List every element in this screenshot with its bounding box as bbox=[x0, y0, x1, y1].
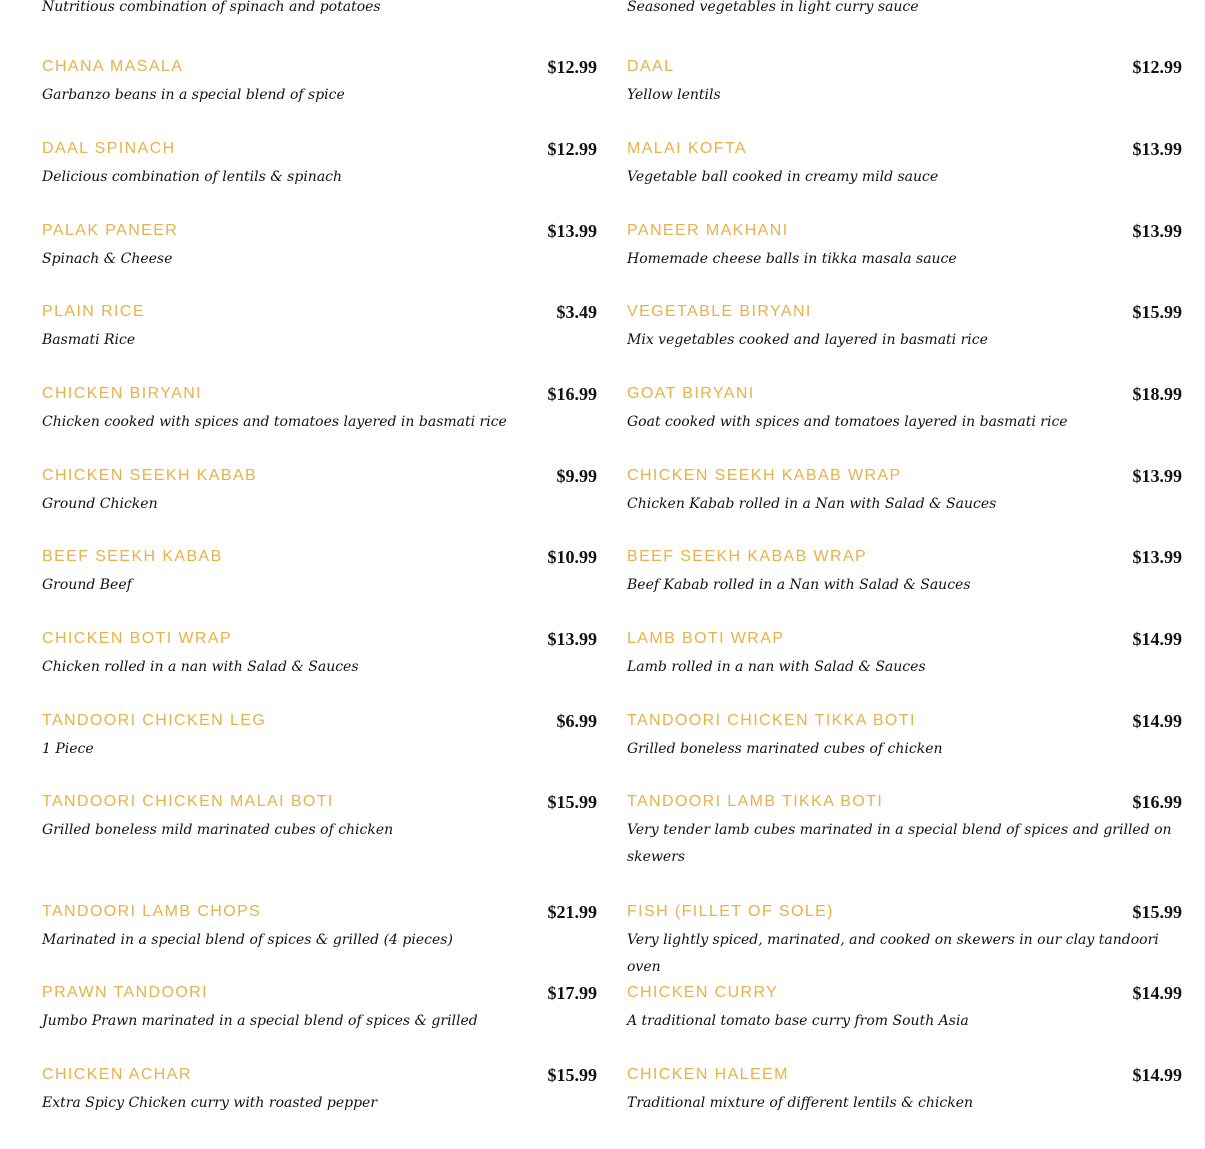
item-price: $16.99 bbox=[1132, 792, 1182, 812]
item-price: $15.99 bbox=[1132, 302, 1182, 322]
item-description: Spinach & Cheese bbox=[42, 251, 173, 267]
item-description: Yellow lentils bbox=[627, 87, 721, 103]
item-name: BEEF SEEKH KABAB bbox=[42, 548, 223, 565]
item-name: VEGETABLE BIRYANI bbox=[627, 303, 812, 320]
item-price: $13.99 bbox=[1132, 547, 1182, 567]
item-description: Lamb rolled in a nan with Salad & Sauces bbox=[627, 659, 926, 675]
item-price: $13.99 bbox=[1132, 221, 1182, 241]
item-description: Chicken Kabab rolled in a Nan with Salad & Sauces bbox=[627, 496, 997, 512]
item-price: $16.99 bbox=[547, 384, 597, 404]
item-price: $12.99 bbox=[1132, 57, 1182, 77]
item-name: TANDOORI CHICKEN LEG bbox=[42, 712, 267, 729]
item-name: CHICKEN BIRYANI bbox=[42, 385, 202, 402]
item-price: $13.99 bbox=[1132, 139, 1182, 159]
item-name: PLAIN RICE bbox=[42, 303, 145, 320]
item-price: $14.99 bbox=[1132, 983, 1182, 1003]
item-name: PALAK PANEER bbox=[42, 222, 179, 239]
item-description: Grilled boneless marinated cubes of chicken bbox=[627, 741, 943, 757]
item-price: $15.99 bbox=[547, 1065, 597, 1085]
item-description: 1 Piece bbox=[42, 741, 94, 757]
item-name: CHICKEN CURRY bbox=[627, 984, 779, 1001]
item-description: Chicken rolled in a nan with Salad & Sauces bbox=[42, 659, 359, 675]
item-name: PANEER MAKHANI bbox=[627, 222, 789, 239]
item-description: Traditional mixture of different lentils & chicken bbox=[627, 1095, 974, 1111]
item-price: $17.99 bbox=[547, 983, 597, 1003]
item-name: TANDOORI CHICKEN TIKKA BOTI bbox=[627, 712, 916, 729]
item-description: Basmati Rice bbox=[42, 332, 136, 348]
item-description: Delicious combination of lentils & spinach bbox=[42, 169, 343, 185]
item-name: TANDOORI CHICKEN MALAI BOTI bbox=[42, 793, 334, 810]
item-description: Jumbo Prawn marinated in a special blend of spices & grilled bbox=[42, 1013, 478, 1029]
item-description: Mix vegetables cooked and layered in basmati rice bbox=[627, 332, 988, 348]
item-price: $13.99 bbox=[547, 629, 597, 649]
item-description: Chicken cooked with spices and tomatoes layered in basmati rice bbox=[42, 414, 507, 430]
item-description: Goat cooked with spices and tomatoes layered in basmati rice bbox=[627, 414, 1068, 430]
item-price: $15.99 bbox=[1132, 902, 1182, 922]
item-name: FISH (FILLET OF SOLE) bbox=[627, 903, 834, 920]
item-description: Ground Beef bbox=[42, 577, 132, 593]
item-description: Beef Kabab rolled in a Nan with Salad & Sauces bbox=[627, 577, 971, 593]
item-description: A traditional tomato base curry from South Asia bbox=[627, 1013, 969, 1029]
item-name: CHICKEN ACHAR bbox=[42, 1066, 192, 1083]
item-price: $18.99 bbox=[1132, 384, 1182, 404]
item-name: CHICKEN SEEKH KABAB WRAP bbox=[627, 467, 902, 484]
item-price: $12.99 bbox=[547, 57, 597, 77]
item-description: Very tender lamb cubes marinated in a special blend of spices and grilled on skewers bbox=[627, 822, 1172, 865]
item-description: Nutritious combination of spinach and potatoes bbox=[42, 0, 381, 15]
item-price: $14.99 bbox=[1132, 1065, 1182, 1085]
item-description: Seasoned vegetables in light curry sauce bbox=[627, 0, 919, 15]
item-price: $9.99 bbox=[556, 466, 597, 486]
item-name: DAAL SPINACH bbox=[42, 140, 176, 157]
item-name: TANDOORI LAMB TIKKA BOTI bbox=[627, 793, 884, 810]
item-price: $13.99 bbox=[1132, 466, 1182, 486]
item-name: DAAL bbox=[627, 58, 675, 75]
item-name: LAMB BOTI WRAP bbox=[627, 630, 785, 647]
item-name: PRAWN TANDOORI bbox=[42, 984, 208, 1001]
item-name: BEEF SEEKH KABAB WRAP bbox=[627, 548, 868, 565]
item-description: Marinated in a special blend of spices & grilled (4 pieces) bbox=[42, 932, 453, 948]
item-description: Extra Spicy Chicken curry with roasted pepper bbox=[42, 1095, 378, 1111]
item-price: $14.99 bbox=[1132, 629, 1182, 649]
item-price: $21.99 bbox=[547, 902, 597, 922]
item-name: TANDOORI LAMB CHOPS bbox=[42, 903, 262, 920]
item-price: $15.99 bbox=[547, 792, 597, 812]
item-description: Grilled boneless mild marinated cubes of chicken bbox=[42, 822, 394, 838]
item-description: Vegetable ball cooked in creamy mild sauce bbox=[627, 169, 939, 185]
item-name: GOAT BIRYANI bbox=[627, 385, 755, 402]
item-description: Homemade cheese balls in tikka masala sauce bbox=[627, 251, 957, 267]
item-price: $13.99 bbox=[547, 221, 597, 241]
item-description: Ground Chicken bbox=[42, 496, 158, 512]
item-price: $14.99 bbox=[1132, 711, 1182, 731]
item-description: Very lightly spiced, marinated, and cooked on skewers in our clay tandoori oven bbox=[627, 932, 1159, 975]
item-name: CHICKEN HALEEM bbox=[627, 1066, 789, 1083]
item-price: $10.99 bbox=[547, 547, 597, 567]
item-name: CHICKEN SEEKH KABAB bbox=[42, 467, 258, 484]
item-price: $6.99 bbox=[556, 711, 597, 731]
item-name: CHICKEN BOTI WRAP bbox=[42, 630, 233, 647]
item-price: $12.99 bbox=[547, 139, 597, 159]
item-name: MALAI KOFTA bbox=[627, 140, 748, 157]
item-price: $3.49 bbox=[556, 302, 597, 322]
item-description: Garbanzo beans in a special blend of spice bbox=[42, 87, 345, 103]
item-name: CHANA MASALA bbox=[42, 58, 184, 75]
